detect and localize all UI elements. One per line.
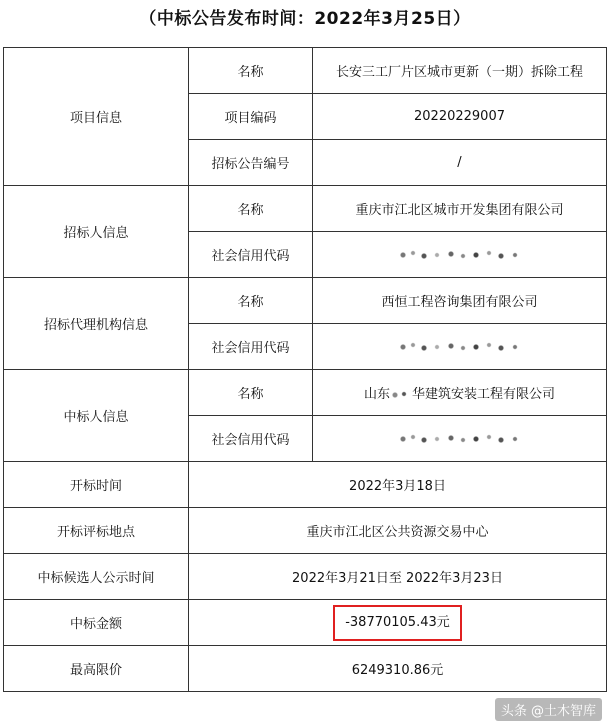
project-info-header: 项目信息 bbox=[4, 48, 189, 186]
bid-amount-value: -38770105.43元 bbox=[333, 605, 462, 641]
max-price-label: 最高限价 bbox=[4, 646, 189, 692]
notice-number-label: 招标公告编号 bbox=[189, 140, 313, 186]
tenderer-name-value: 重庆市江北区城市开发集团有限公司 bbox=[313, 186, 607, 232]
tenderer-credit-value bbox=[313, 232, 607, 278]
project-code-label: 项目编码 bbox=[189, 94, 313, 140]
agency-credit-label: 社会信用代码 bbox=[189, 324, 313, 370]
redacted-mosaic bbox=[397, 248, 523, 262]
location-value: 重庆市江北区公共资源交易中心 bbox=[189, 508, 607, 554]
opening-time-value: 2022年3月18日 bbox=[189, 462, 607, 508]
winner-info-header: 中标人信息 bbox=[4, 370, 189, 462]
agency-credit-value bbox=[313, 324, 607, 370]
project-name-label: 名称 bbox=[189, 48, 313, 94]
bid-announcement-table bbox=[3, 47, 607, 692]
table-row bbox=[4, 278, 607, 324]
publicity-label: 中标候选人公示时间 bbox=[4, 554, 189, 600]
page-title: （中标公告发布时间：2022年3月25日） bbox=[139, 9, 471, 29]
table-row bbox=[4, 462, 607, 508]
max-price-value: 6249310.86元 bbox=[189, 646, 607, 692]
table-row bbox=[4, 646, 607, 692]
agency-name-label: 名称 bbox=[189, 278, 313, 324]
winner-name-suffix: 华建筑安装工程有限公司 bbox=[412, 387, 556, 402]
project-name-value: 长安三工厂片区城市更新（一期）拆除工程 bbox=[313, 48, 607, 94]
bid-amount-label: 中标金额 bbox=[4, 600, 189, 646]
publicity-value: 2022年3月21日至 2022年3月23日 bbox=[189, 554, 607, 600]
table-row bbox=[4, 48, 607, 94]
winner-credit-value bbox=[313, 416, 607, 462]
table-row bbox=[4, 508, 607, 554]
winner-name-value bbox=[313, 370, 607, 416]
tenderer-credit-label: 社会信用代码 bbox=[189, 232, 313, 278]
opening-time-label: 开标时间 bbox=[4, 462, 189, 508]
winner-credit-label: 社会信用代码 bbox=[189, 416, 313, 462]
tenderer-name-label: 名称 bbox=[189, 186, 313, 232]
table-row bbox=[4, 370, 607, 416]
notice-number-value: / bbox=[313, 140, 607, 186]
location-label: 开标评标地点 bbox=[4, 508, 189, 554]
agency-name-value: 西恒工程咨询集团有限公司 bbox=[313, 278, 607, 324]
watermark: 头条 @土木智库 bbox=[495, 698, 602, 721]
winner-name-label: 名称 bbox=[189, 370, 313, 416]
table-row bbox=[4, 600, 607, 646]
agency-info-header: 招标代理机构信息 bbox=[4, 278, 189, 370]
table-row bbox=[4, 554, 607, 600]
table-row bbox=[4, 186, 607, 232]
redacted-mosaic bbox=[390, 389, 412, 401]
tenderer-info-header: 招标人信息 bbox=[4, 186, 189, 278]
project-code-value: 20220229007 bbox=[313, 94, 607, 140]
winner-name-prefix: 山东 bbox=[363, 387, 390, 402]
redacted-mosaic bbox=[397, 432, 523, 446]
bid-amount-cell bbox=[189, 600, 607, 646]
redacted-mosaic bbox=[397, 340, 523, 354]
